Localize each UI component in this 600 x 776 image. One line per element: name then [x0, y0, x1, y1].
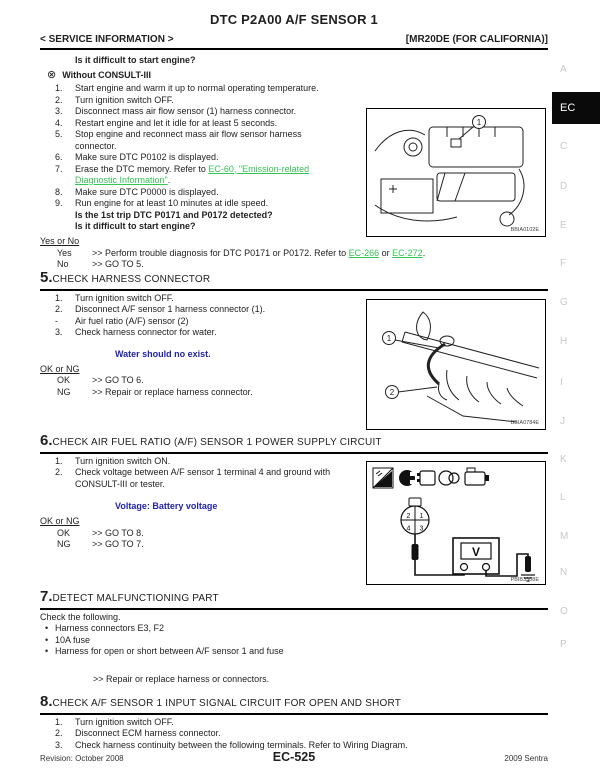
spec-water: Water should no exist.: [115, 348, 211, 359]
bullet-item: • Harness connectors E3, F2: [45, 623, 165, 633]
section-7-header: 7. DETECT MALFUNCTIONING PART: [40, 589, 548, 610]
bullet-item: • Harness for open or short between A/F sensor 1 and fuse: [45, 646, 284, 656]
page-title: DTC P2A00 A/F SENSOR 1: [210, 12, 378, 27]
spec-voltage: Voltage: Battery voltage: [115, 501, 218, 511]
step-item: 6. Make sure DTC P0102 is displayed.: [55, 152, 219, 162]
step-item: 2. Disconnect ECM harness connector.: [55, 728, 221, 738]
page-footer: [40, 750, 548, 764]
engine-variant-label: [MR20DE (FOR CALIFORNIA)]: [405, 34, 548, 45]
result-no-row: No >> GO TO 5.: [57, 259, 144, 269]
bold-question-2: Is it difficult to start engine?: [75, 221, 196, 231]
pin-3: 3: [419, 525, 424, 533]
section-breadcrumb: < SERVICE INFORMATION >: [40, 34, 174, 45]
margin-tab-o: O: [560, 606, 568, 617]
pin-4: 4: [406, 525, 411, 533]
margin-tab-p: P: [560, 639, 567, 650]
voltage-check-drawing: [367, 462, 544, 583]
margin-tab-l: L: [560, 492, 566, 503]
step-item: 2. Disconnect A/F sensor 1 harness connector (1).: [55, 304, 266, 314]
voltmeter: [453, 538, 499, 574]
test-probe-left: [412, 544, 419, 560]
step-item: - Air fuel ratio (A/F) sensor (2): [55, 315, 189, 326]
margin-tab-i: I: [560, 377, 563, 388]
bullet-item: • 10A fuse: [45, 634, 91, 645]
figure-code: BBIA0102E: [510, 227, 539, 233]
callout-2: 2: [389, 388, 395, 397]
step-item: 4. Restart engine and let it idle for at least 5 seconds.: [55, 117, 278, 128]
result-ok-row: OK >> GO TO 6.: [57, 375, 144, 385]
step-item: 5. Stop engine and reconnect mass air flow sensor harness connector.: [55, 129, 302, 151]
section-7-detect-malfunctioning-part: [40, 589, 548, 685]
revision-label: Revision: October 2008: [40, 754, 124, 763]
voltmeter-label: V: [471, 545, 481, 559]
without-consult-icon: ⊗: [47, 68, 57, 81]
margin-tab-ec-active: EC: [552, 92, 600, 124]
figure-voltage-measurement: [366, 461, 546, 585]
connector-icons: [399, 468, 489, 486]
callout-1: 1: [386, 334, 392, 343]
numbered-steps: [40, 83, 340, 210]
margin-tab-n: N: [560, 567, 568, 578]
step-item: 1. Start engine and warm it up to normal operating temperature.: [55, 83, 319, 93]
step-item: 1. Turn ignition switch OFF.: [55, 292, 174, 303]
numbered-steps: [40, 456, 340, 491]
decision-yes-or-no: Yes or No: [40, 236, 80, 246]
section-5-header: 5. CHECK HARNESS CONNECTOR: [40, 270, 548, 291]
numbered-steps: [40, 293, 340, 339]
af-sensor-connector: [401, 498, 429, 534]
numbered-steps: [40, 717, 548, 752]
bold-question-1: Is the 1st trip DTC P0171 and P0172 detected?: [75, 209, 273, 220]
page-number: EC-525: [272, 750, 316, 764]
figure-engine-maf-sensor: [366, 108, 546, 237]
decision-ok-or-ng: OK or NG: [40, 516, 80, 526]
step-item: 2. Check voltage between A/F sensor 1 terminal 4 and ground with CONSULT-III or tester.: [55, 467, 331, 489]
disconnect-icon: [373, 468, 393, 488]
decision-ok-or-ng: OK or NG: [40, 363, 80, 374]
margin-tab-d: D: [560, 181, 568, 192]
result-ng-row: NG >> Repair or replace harness connector.: [57, 386, 253, 397]
link-ec-60[interactable]: EC-60, "Emission-related Diagnostic Information": [75, 163, 310, 185]
engine-bay-drawing: [367, 109, 544, 235]
figure-code: PBIB3308E: [510, 577, 539, 583]
question-line: Is it difficult to start engine?: [75, 55, 196, 65]
pin-1: 1: [419, 513, 424, 520]
step-item: 9. Run engine for at least 10 minutes at idle speed.: [55, 198, 269, 208]
margin-tab-g: G: [560, 297, 568, 308]
section-8-header: 8. CHECK A/F SENSOR 1 INPUT SIGNAL CIRCUIT FOR OPEN AND SHORT: [40, 694, 548, 715]
margin-tab-m: M: [560, 531, 569, 542]
model-year-label: 2009 Sentra: [504, 754, 548, 763]
section-6-header: 6. CHECK AIR FUEL RATIO (A/F) SENSOR 1 POWER SUPPLY CIRCUIT: [40, 433, 548, 454]
step-item: 8. Make sure DTC P0000 is displayed.: [55, 186, 219, 197]
step-item: 7. Erase the DTC memory. Refer to EC-60, "Emission-related Diagnostic Information".: [55, 163, 310, 185]
figure-code: BBIA0784E: [510, 420, 539, 426]
section-8-check-input-signal: [40, 694, 548, 751]
link-ec-266[interactable]: EC-266: [348, 247, 380, 258]
step-item: 1. Turn ignition switch OFF.: [55, 716, 174, 727]
page-header: [40, 12, 548, 50]
step-item: 3. Check harness connector for water.: [55, 327, 217, 337]
repair-action-line: >> Repair or replace harness or connectors.: [93, 673, 270, 684]
pin-2: 2: [406, 513, 411, 520]
callout-1: 1: [476, 118, 482, 127]
result-ng-row: NG >> GO TO 7.: [57, 539, 144, 549]
step-item: 1. Turn ignition switch ON.: [55, 455, 171, 466]
without-consult-heading: ⊗ Without CONSULT-III: [47, 68, 151, 81]
step-item: 3. Disconnect mass air flow sensor (1) harness connector.: [55, 106, 297, 116]
margin-tab-k: K: [560, 454, 567, 465]
step-item: 2. Turn ignition switch OFF.: [55, 94, 174, 105]
header-rule: [40, 48, 548, 50]
result-ok-row: OK >> GO TO 8.: [57, 527, 144, 538]
margin-tab-e: E: [560, 220, 567, 231]
manifold-drawing: [367, 300, 544, 428]
test-probe-right: [525, 556, 531, 572]
margin-tab-c: C: [560, 141, 568, 152]
step-item: 3. Check harness continuity between the following terminals. Refer to Wiring Diagram.: [55, 739, 408, 750]
margin-tab-f: F: [560, 258, 567, 269]
margin-tab-j: J: [560, 416, 565, 427]
result-yes-row: Yes >> Perform trouble diagnosis for DTC P0171 or P0172. Refer to EC-266 or EC-272.: [57, 247, 426, 258]
figure-af-sensor-location: [366, 299, 546, 430]
link-ec-272[interactable]: EC-272: [392, 247, 423, 258]
margin-tab-h: H: [560, 336, 568, 347]
intro-line: Check the following.: [40, 611, 121, 622]
margin-tab-a: A: [560, 64, 567, 75]
